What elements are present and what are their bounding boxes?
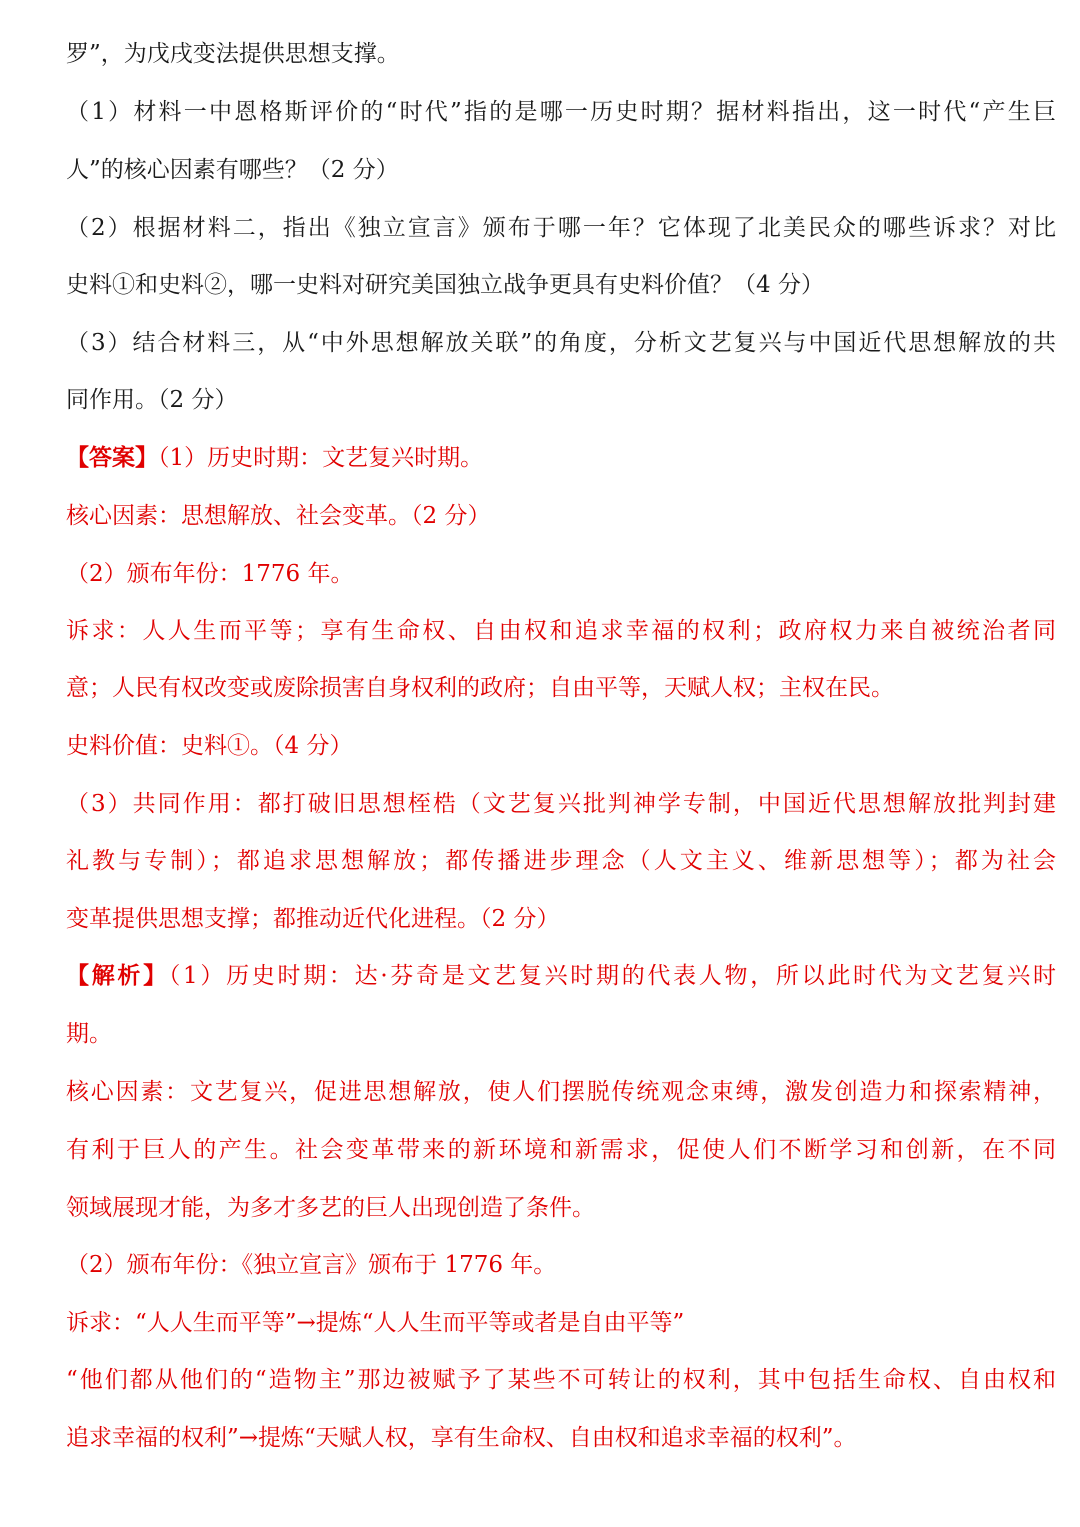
answer-3-line-1: （3）共同作用：都打破旧思想桎梏（文艺复兴批判神学专制，中国近代思想解放批判封建 — [66, 791, 1056, 817]
analysis-label: 【解析】 — [66, 962, 169, 989]
answer-label: 【答案】 — [66, 444, 158, 471]
analysis-2-demands-line-3: 追求幸福的权利”→提炼“天赋人权，享有生命权、自由权和追求幸福的权利”。 — [66, 1425, 857, 1451]
answer-2-value: 史料价值：史料①。（4 分） — [66, 733, 353, 759]
answer-2-demands-line-2: 意；人民有权改变或废除损害自身权利的政府；自由平等，天赋人权；主权在民。 — [66, 675, 894, 701]
question-2-line-2: 史料①和史料②，哪一史料对研究美国独立战争更具有史料价值？（4 分） — [66, 272, 824, 298]
analysis-1-core-line-1: 核心因素：文艺复兴，促进思想解放，使人们摆脱传统观念束缚，激发创造力和探索精神， — [66, 1079, 1056, 1105]
answer-3-line-3: 变革提供思想支撑；都推动近代化进程。（2 分） — [66, 906, 560, 932]
analysis-2-demands-line-1: 诉求：“人人生而平等”→提炼“人人生而平等或者是自由平等” — [66, 1310, 685, 1336]
analysis-1-period: （1）历史时期：达·芬奇是文艺复兴时期的代表人物，所以此时代为文艺复兴时 — [168, 963, 1056, 989]
analysis-2-demands-line-2: “他们都从他们的“造物主”那边被赋予了某些不可转让的权利，其中包括生命权、自由权和 — [66, 1367, 1056, 1393]
intro-line: 罗”，为戊戌变法提供思想支撑。 — [66, 41, 400, 67]
answer-2-demands-line-1: 诉求：人人生而平等；享有生命权、自由权和追求幸福的权利；政府权力来自被统治者同 — [66, 618, 1056, 644]
analysis-1-core-line-2: 有利于巨人的产生。社会变革带来的新环境和新需求，促使人们不断学习和创新，在不同 — [66, 1137, 1056, 1163]
question-3-line-1: （3）结合材料三，从“中外思想解放关联”的角度，分析文艺复兴与中国近代思想解放的共 — [66, 330, 1056, 356]
question-3-line-2: 同作用。（2 分） — [66, 387, 238, 413]
question-1-line-2: 人”的核心因素有哪些？（2 分） — [66, 157, 399, 183]
analysis-line-1 — [66, 956, 1056, 996]
question-1-line-1: （1）材料一中恩格斯评价的“时代”指的是哪一历史时期？据材料指出，这一时代“产生巨 — [66, 99, 1056, 125]
answer-2-year: （2）颁布年份：1776 年。 — [66, 561, 354, 587]
answer-3-line-2: 礼教与专制）；都追求思想解放；都传播进步理念（人文主义、维新思想等）；都为社会 — [66, 848, 1056, 874]
analysis-2-year: （2）颁布年份：《独立宣言》颁布于 1776 年。 — [66, 1252, 557, 1278]
answer-1-core: 核心因素：思想解放、社会变革。（2 分） — [66, 503, 491, 529]
question-2-line-1: （2）根据材料二，指出《独立宣言》颁布于哪一年？它体现了北美民众的哪些诉求？对比 — [66, 215, 1056, 241]
analysis-1-core-line-3: 领域展现才能，为多才多艺的巨人出现创造了条件。 — [66, 1195, 595, 1221]
analysis-1-period-end: 期。 — [66, 1021, 112, 1047]
answer-1-period: （1）历史时期：文艺复兴时期。 — [158, 445, 484, 471]
answer-line-1 — [66, 438, 1056, 478]
